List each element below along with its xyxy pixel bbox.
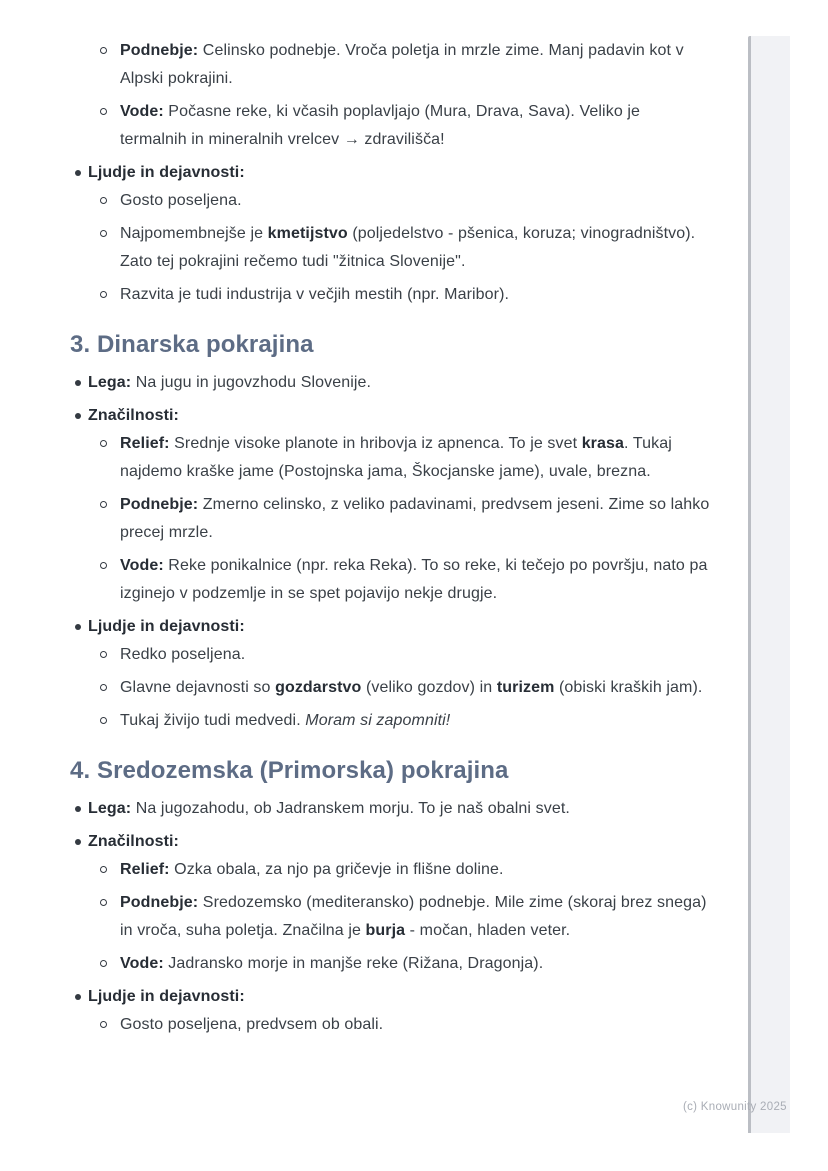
list-item-level2 bbox=[70, 674, 710, 702]
circle-bullet-icon bbox=[100, 562, 107, 569]
text-segment: Na jugozahodu, ob Jadranskem morju. To je naš obalni svet. bbox=[131, 800, 570, 817]
list-item-level2 bbox=[70, 552, 710, 608]
disc-bullet-icon bbox=[75, 170, 81, 176]
text-segment: Značilnosti: bbox=[88, 407, 179, 424]
text-segment: - močan, hladen veter. bbox=[405, 922, 571, 939]
text-segment: Ljudje in dejavnosti: bbox=[88, 164, 245, 181]
text-segment: 4. Sredozemska (Primorska) pokrajina bbox=[70, 757, 509, 784]
text-segment: 3. Dinarska pokrajina bbox=[70, 331, 314, 358]
text-segment: turizem bbox=[496, 679, 555, 696]
list-item-level2 bbox=[70, 187, 710, 215]
list-item-level2 bbox=[70, 950, 710, 978]
text-segment: Na jugu in jugovzhodu Slovenije. bbox=[131, 374, 372, 391]
disc-bullet-icon bbox=[75, 994, 81, 1000]
section-heading bbox=[70, 329, 710, 361]
text-segment: Lega: bbox=[88, 374, 132, 391]
list-item-level2 bbox=[70, 98, 710, 154]
circle-bullet-icon bbox=[100, 501, 107, 508]
text-segment: Moram si zapomniti! bbox=[305, 712, 451, 729]
list-item-level2 bbox=[70, 707, 710, 735]
list-item-level1 bbox=[70, 983, 710, 1011]
text-segment: kmetijstvo bbox=[267, 225, 348, 242]
text-segment: Celinsko podnebje. Vroča poletja in mrzle zime. Manj padavin kot v Alpski pokrajini. bbox=[120, 42, 684, 87]
text-segment: Počasne reke, ki včasih poplavljajo (Mura, Drava, Sava). Veliko je termalnih in mineralnih vrelcev → zdravilišča! bbox=[120, 103, 641, 148]
text-segment: Ljudje in dejavnosti: bbox=[88, 988, 245, 1005]
list-item-level2 bbox=[70, 856, 710, 884]
text-segment: Gosto poseljena, predvsem ob obali. bbox=[120, 1016, 384, 1033]
text-segment: Reke ponikalnice (npr. reka Reka). To so reke, ki tečejo po površju, nato pa izginejo v podzemlje in se spet pojavijo nekje drugje. bbox=[120, 557, 708, 602]
text-segment: Tukaj živijo tudi medvedi. bbox=[120, 712, 306, 729]
list-item-level1 bbox=[70, 402, 710, 430]
text-segment: Glavne dejavnosti so bbox=[120, 679, 276, 696]
list-item-level1 bbox=[70, 828, 710, 856]
text-segment: (poljedelstvo - pšenica, koruza; vinogradništvo). Zato tej pokrajini rečemo tudi "žitnica Slovenije". bbox=[120, 225, 696, 270]
section-heading bbox=[70, 755, 710, 787]
list-item-level2 bbox=[70, 281, 710, 309]
text-segment: Najpomembnejše je bbox=[120, 225, 268, 242]
text-segment: gozdarstvo bbox=[275, 679, 362, 696]
text-segment: Srednje visoke planote in hribovja iz apnenca. To je svet bbox=[169, 435, 582, 452]
list-item-level2 bbox=[70, 220, 710, 276]
text-segment: Vode: bbox=[120, 103, 164, 120]
text-segment: Gosto poseljena. bbox=[120, 192, 242, 209]
disc-bullet-icon bbox=[75, 380, 81, 386]
list-item-level2 bbox=[70, 37, 710, 93]
circle-bullet-icon bbox=[100, 717, 107, 724]
list-item-level1 bbox=[70, 613, 710, 641]
list-item-level2 bbox=[70, 491, 710, 547]
text-segment: Relief: bbox=[120, 435, 170, 452]
circle-bullet-icon bbox=[100, 684, 107, 691]
text-segment: Ozka obala, za njo pa gričevje in flišne doline. bbox=[169, 861, 504, 878]
list-item-level2 bbox=[70, 430, 710, 486]
disc-bullet-icon bbox=[75, 624, 81, 630]
disc-bullet-icon bbox=[75, 413, 81, 419]
watermark: (c) Knowunity 2025 bbox=[683, 1101, 787, 1113]
circle-bullet-icon bbox=[100, 1021, 107, 1028]
list-item-level2 bbox=[70, 1011, 710, 1039]
text-segment: krasa bbox=[581, 435, 625, 452]
document-body bbox=[70, 37, 710, 1039]
circle-bullet-icon bbox=[100, 899, 107, 906]
circle-bullet-icon bbox=[100, 47, 107, 54]
disc-bullet-icon bbox=[75, 839, 81, 845]
circle-bullet-icon bbox=[100, 230, 107, 237]
text-segment: Redko poseljena. bbox=[120, 646, 246, 663]
circle-bullet-icon bbox=[100, 197, 107, 204]
text-segment: Vode: bbox=[120, 557, 164, 574]
text-segment: Značilnosti: bbox=[88, 833, 179, 850]
circle-bullet-icon bbox=[100, 960, 107, 967]
text-segment: Podnebje: bbox=[120, 496, 199, 513]
text-segment: (veliko gozdov) in bbox=[361, 679, 497, 696]
text-segment: burja bbox=[365, 922, 406, 939]
text-segment: Lega: bbox=[88, 800, 132, 817]
disc-bullet-icon bbox=[75, 806, 81, 812]
next-page-edge[interactable] bbox=[748, 36, 790, 1133]
circle-bullet-icon bbox=[100, 440, 107, 447]
text-segment: Jadransko morje in manjše reke (Rižana, Dragonja). bbox=[163, 955, 544, 972]
list-item-level1 bbox=[70, 795, 710, 823]
text-segment: Podnebje: bbox=[120, 42, 199, 59]
circle-bullet-icon bbox=[100, 291, 107, 298]
text-segment: Vode: bbox=[120, 955, 164, 972]
circle-bullet-icon bbox=[100, 651, 107, 658]
circle-bullet-icon bbox=[100, 866, 107, 873]
circle-bullet-icon bbox=[100, 108, 107, 115]
text-segment: Sredozemsko (mediteransko) podnebje. Mile zime (skoraj brez snega) in vroča, suha poletja. Značilna je bbox=[120, 894, 707, 939]
list-item-level2 bbox=[70, 889, 710, 945]
text-segment: Relief: bbox=[120, 861, 170, 878]
text-segment: . Tukaj najdemo kraške jame (Postojnska jama, Škocjanske jame), uvale, brezna. bbox=[120, 435, 672, 480]
list-item-level1 bbox=[70, 369, 710, 397]
text-segment: Podnebje: bbox=[120, 894, 199, 911]
text-segment: Razvita je tudi industrija v večjih mestih (npr. Maribor). bbox=[120, 286, 510, 303]
list-item-level1 bbox=[70, 159, 710, 187]
text-segment: Ljudje in dejavnosti: bbox=[88, 618, 245, 635]
list-item-level2 bbox=[70, 641, 710, 669]
text-segment: (obiski kraških jam). bbox=[554, 679, 703, 696]
text-segment: Zmerno celinsko, z veliko padavinami, predvsem jeseni. Zime so lahko precej mrzle. bbox=[120, 496, 710, 541]
